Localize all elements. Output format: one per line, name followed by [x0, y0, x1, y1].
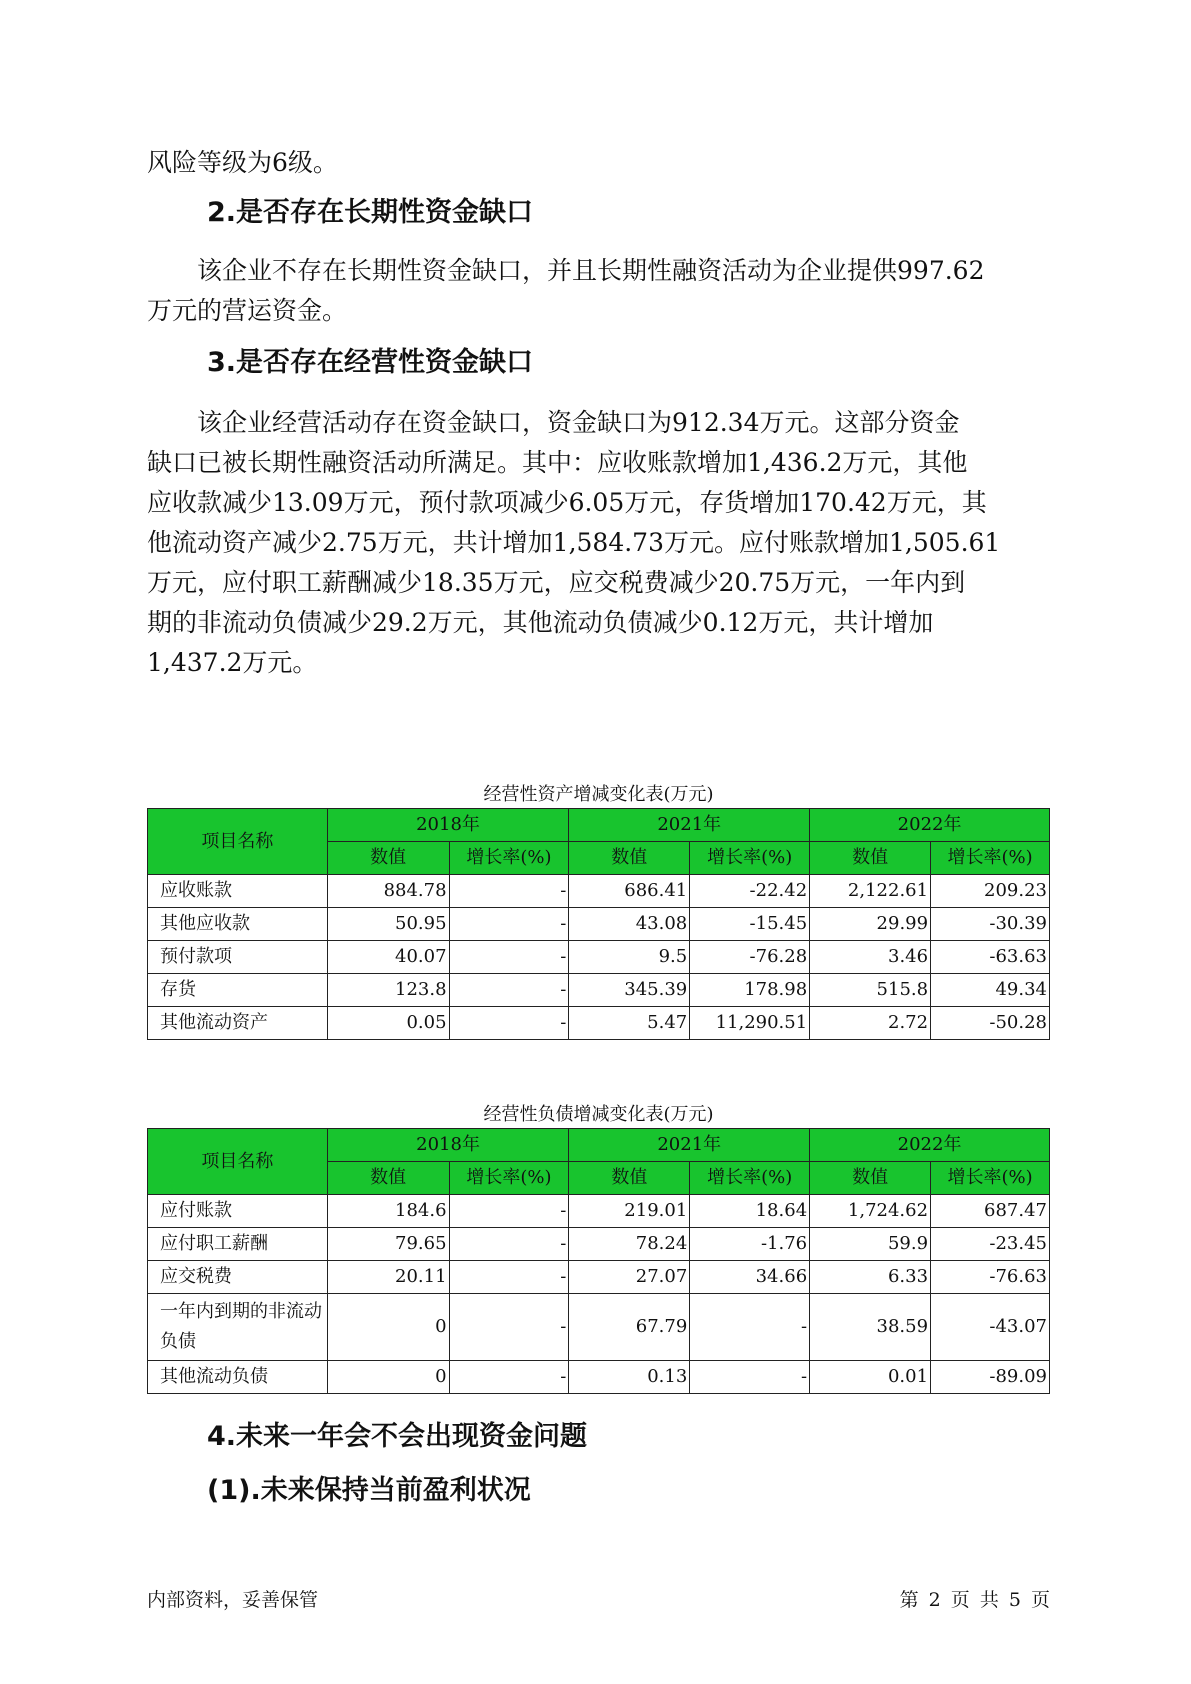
cell: 67.79 [569, 1294, 690, 1361]
row-label: 应付账款 [148, 1195, 328, 1228]
operating-liabilities-table [147, 1128, 1050, 1394]
table-row [148, 1361, 1050, 1394]
cell: -76.63 [931, 1261, 1050, 1294]
paragraph-line: 该企业经营活动存在资金缺口，资金缺口为912.34万元。这部分资金 [197, 408, 960, 437]
cell: 2.72 [810, 1007, 931, 1040]
cell: 11,290.51 [690, 1007, 810, 1040]
paragraph-long-term-gap [147, 251, 1047, 331]
header-rate: 增长率(%) [449, 842, 569, 875]
cell: 27.07 [569, 1261, 690, 1294]
cell: -89.09 [931, 1361, 1050, 1394]
cell: 43.08 [569, 908, 690, 941]
cell: 40.07 [327, 941, 449, 974]
cell: 2,122.61 [810, 875, 931, 908]
header-value: 数值 [569, 842, 690, 875]
header-value: 数值 [327, 842, 449, 875]
section-heading-4: 4.未来一年会不会出现资金问题 [207, 1421, 588, 1452]
table-caption-assets: 经营性资产增减变化表(万元) [483, 784, 714, 805]
paragraph-line: 缺口已被长期性融资活动所满足。其中：应收账款增加1,436.2万元，其他 [147, 448, 968, 477]
header-rate: 增长率(%) [931, 1162, 1050, 1195]
cell: - [449, 1007, 569, 1040]
header-rate: 增长率(%) [690, 1162, 810, 1195]
paragraph-line: 期的非流动负债减少29.2万元，其他流动负债减少0.12万元，共计增加 [147, 608, 934, 637]
cell: 78.24 [569, 1228, 690, 1261]
header-year: 2018年 [327, 1129, 569, 1162]
cell: 219.01 [569, 1195, 690, 1228]
cell: - [449, 974, 569, 1007]
header-value: 数值 [327, 1162, 449, 1195]
row-label: 一年内到期的非流动负债 [148, 1294, 328, 1361]
table-row [148, 1261, 1050, 1294]
cell: 686.41 [569, 875, 690, 908]
cell: 20.11 [327, 1261, 449, 1294]
header-year: 2022年 [810, 809, 1050, 842]
table-row [148, 875, 1050, 908]
operating-assets-table [147, 808, 1050, 1040]
cell: -43.07 [931, 1294, 1050, 1361]
header-year: 2018年 [327, 809, 569, 842]
table-row [148, 941, 1050, 974]
cell: 29.99 [810, 908, 931, 941]
row-label: 其他流动资产 [148, 1007, 328, 1040]
cell: 184.6 [327, 1195, 449, 1228]
cell: -30.39 [931, 908, 1050, 941]
footer-page-number: 第 2 页 共 5 页 [899, 1589, 1050, 1611]
cell: 884.78 [327, 875, 449, 908]
cell: - [449, 1195, 569, 1228]
cell: 209.23 [931, 875, 1050, 908]
cell: - [449, 908, 569, 941]
cell: 515.8 [810, 974, 931, 1007]
cell: - [449, 941, 569, 974]
cell: 123.8 [327, 974, 449, 1007]
cell: 0.13 [569, 1361, 690, 1394]
paragraph-line: 他流动资产减少2.75万元，共计增加1,584.73万元。应付账款增加1,505.61 [147, 528, 1001, 557]
cell: 6.33 [810, 1261, 931, 1294]
paragraph-line: 该企业不存在长期性资金缺口，并且长期性融资活动为企业提供997.62 [197, 256, 985, 285]
header-rate: 增长率(%) [449, 1162, 569, 1195]
cell: 0 [327, 1361, 449, 1394]
table-row [148, 1294, 1050, 1361]
cell: -50.28 [931, 1007, 1050, 1040]
cell: 3.46 [810, 941, 931, 974]
header-year: 2021年 [569, 809, 810, 842]
cell: 50.95 [327, 908, 449, 941]
paragraph-line: 应收款减少13.09万元，预付款项减少6.05万元，存货增加170.42万元，其 [147, 488, 987, 517]
cell: 0 [327, 1294, 449, 1361]
paragraph-line: 1,437.2万元。 [147, 648, 318, 677]
cell: -63.63 [931, 941, 1050, 974]
footer-confidential-note: 内部资料，妥善保管 [147, 1589, 319, 1611]
cell: -76.28 [690, 941, 810, 974]
paragraph-operating-gap [147, 403, 1047, 683]
header-rate: 增长率(%) [690, 842, 810, 875]
row-label: 应收账款 [148, 875, 328, 908]
table-caption-liabilities: 经营性负债增减变化表(万元) [483, 1104, 714, 1125]
row-label: 其他应收款 [148, 908, 328, 941]
section-heading-2: 2.是否存在长期性资金缺口 [207, 197, 534, 228]
cell: - [449, 875, 569, 908]
row-label: 预付款项 [148, 941, 328, 974]
header-value: 数值 [810, 842, 931, 875]
header-rate: 增长率(%) [931, 842, 1050, 875]
row-label: 其他流动负债 [148, 1361, 328, 1394]
cell: 38.59 [810, 1294, 931, 1361]
row-label: 应交税费 [148, 1261, 328, 1294]
cell: - [690, 1294, 810, 1361]
section-heading-3: 3.是否存在经营性资金缺口 [207, 347, 534, 378]
cell: 0.05 [327, 1007, 449, 1040]
table-row [148, 1228, 1050, 1261]
cell: 59.9 [810, 1228, 931, 1261]
row-label: 应付职工薪酬 [148, 1228, 328, 1261]
header-value: 数值 [569, 1162, 690, 1195]
cell: 178.98 [690, 974, 810, 1007]
row-label: 存货 [148, 974, 328, 1007]
paragraph-line: 风险等级为6级。 [147, 148, 338, 177]
cell: -22.42 [690, 875, 810, 908]
paragraph-line: 万元的营运资金。 [147, 296, 348, 325]
cell: - [449, 1261, 569, 1294]
header-item-name: 项目名称 [148, 809, 328, 875]
table-row [148, 1195, 1050, 1228]
cell: 687.47 [931, 1195, 1050, 1228]
cell: - [690, 1361, 810, 1394]
cell: 1,724.62 [810, 1195, 931, 1228]
paragraph-risk-level [147, 143, 1047, 183]
cell: 5.47 [569, 1007, 690, 1040]
header-year: 2022年 [810, 1129, 1050, 1162]
cell: 34.66 [690, 1261, 810, 1294]
header-year: 2021年 [569, 1129, 810, 1162]
table-row [148, 1007, 1050, 1040]
header-value: 数值 [810, 1162, 931, 1195]
paragraph-line: 万元，应付职工薪酬减少18.35万元，应交税费减少20.75万元，一年内到 [147, 568, 966, 597]
cell: -1.76 [690, 1228, 810, 1261]
cell: 79.65 [327, 1228, 449, 1261]
cell: 18.64 [690, 1195, 810, 1228]
cell: 0.01 [810, 1361, 931, 1394]
cell: 49.34 [931, 974, 1050, 1007]
subsection-heading-1: (1).未来保持当前盈利状况 [207, 1475, 531, 1506]
cell: - [449, 1228, 569, 1261]
header-item-name: 项目名称 [148, 1129, 328, 1195]
cell: - [449, 1294, 569, 1361]
table-row [148, 908, 1050, 941]
cell: - [449, 1361, 569, 1394]
cell: 345.39 [569, 974, 690, 1007]
cell: -23.45 [931, 1228, 1050, 1261]
cell: 9.5 [569, 941, 690, 974]
cell: -15.45 [690, 908, 810, 941]
table-row [148, 974, 1050, 1007]
